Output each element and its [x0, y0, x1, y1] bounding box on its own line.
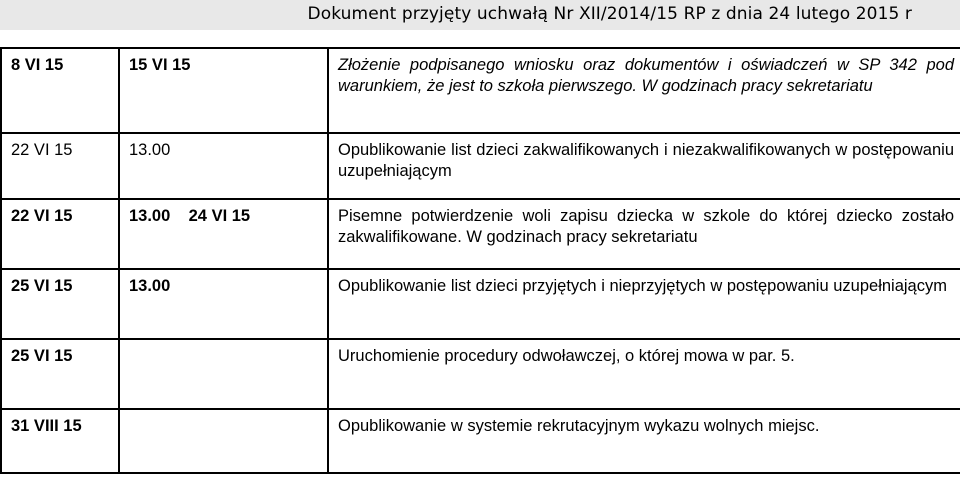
- date-to-cell: 13.00 24 VI 15: [119, 199, 328, 269]
- description-cell: Pisemne potwierdzenie woli zapisu dziecka w szkole do której dziecko zostało zakwalifikowane. W godzinach pracy sekretariatu: [328, 199, 960, 269]
- date-to-cell: [119, 409, 328, 473]
- date-to-cell: 15 VI 15: [119, 48, 328, 133]
- table-row: [1, 269, 960, 339]
- date-from-cell: 31 VIII 15: [1, 409, 119, 473]
- table-row: [1, 133, 960, 199]
- date-from-cell: 22 VI 15: [1, 133, 119, 199]
- document-title: Dokument przyjęty uchwałą Nr XII/2014/15 RP z dnia 24 lutego 2015 r: [307, 4, 912, 24]
- date-from-cell: 25 VI 15: [1, 269, 119, 339]
- description-cell: Opublikowanie list dzieci zakwalifikowanych i niezakwalifikowanych w postępowaniu uzupełniającym: [328, 133, 960, 199]
- table-row: [1, 199, 960, 269]
- description-cell: Uruchomienie procedury odwoławczej, o której mowa w par. 5.: [328, 339, 960, 409]
- description-cell: Złożenie podpisanego wniosku oraz dokumentów i oświadczeń w SP 342 pod warunkiem, że jest to szkoła pierwszego. W godzinach pracy sekretariatu: [328, 48, 960, 133]
- table-row: [1, 409, 960, 473]
- table-row: [1, 48, 960, 133]
- description-cell: Opublikowanie w systemie rekrutacyjnym wykazu wolnych miejsc.: [328, 409, 960, 473]
- date-to-cell: 13.00: [119, 133, 328, 199]
- description-cell: Opublikowanie list dzieci przyjętych i nieprzyjętych w postępowaniu uzupełniającym: [328, 269, 960, 339]
- date-to-cell: 13.00: [119, 269, 328, 339]
- date-from-cell: 8 VI 15: [1, 48, 119, 133]
- document-header: [0, 0, 960, 30]
- date-from-cell: 25 VI 15: [1, 339, 119, 409]
- date-from-cell: 22 VI 15: [1, 199, 119, 269]
- table-row: [1, 339, 960, 409]
- schedule-table: [0, 47, 960, 474]
- date-to-cell: [119, 339, 328, 409]
